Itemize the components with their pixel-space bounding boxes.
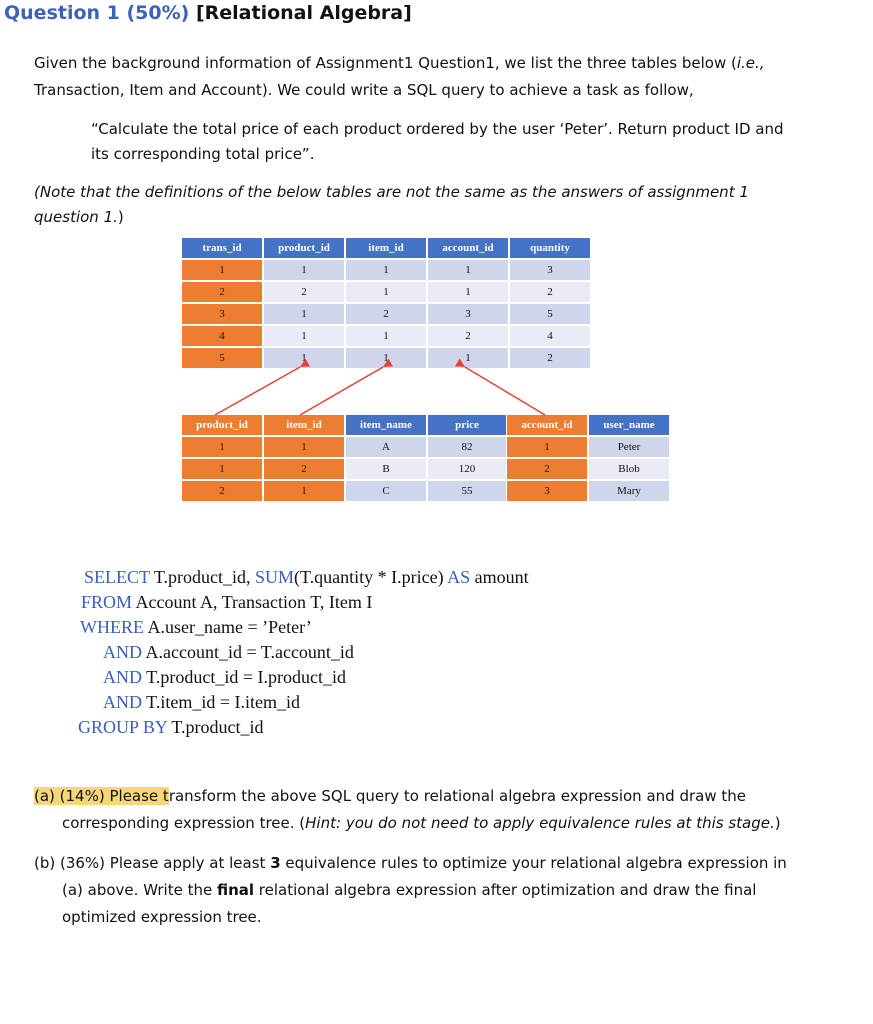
- question-a-close: ): [774, 814, 781, 832]
- table-cell: A: [346, 437, 426, 459]
- question-b-line1b: equivalence rules to optimize your relational algebra expression in: [280, 854, 787, 872]
- table-cell: 1: [346, 326, 426, 348]
- table-cell: 2: [264, 459, 344, 481]
- arrow-product-id: [215, 367, 300, 415]
- table-cell: 1: [264, 304, 344, 326]
- table-cell: 1: [507, 437, 587, 459]
- sql-and-kw: AND: [103, 667, 142, 687]
- table-cell: 1: [182, 437, 262, 459]
- table-cell: Mary: [589, 481, 669, 503]
- table-cell: 2: [507, 459, 587, 481]
- table-cell: 2: [428, 326, 508, 348]
- table-cell: 2: [182, 282, 262, 304]
- table-cell: 2: [182, 481, 262, 503]
- question-a-highlight: (a) (14%) Please t: [34, 787, 169, 805]
- table-cell: 1: [182, 459, 262, 481]
- table-cell: C: [346, 481, 426, 503]
- sql-and3: T.item_id = I.item_id: [142, 692, 300, 712]
- table-cell: 4: [182, 326, 262, 348]
- note-close: ): [117, 208, 124, 226]
- sql-from-rest: Account A, Transaction T, Item I: [132, 592, 373, 612]
- item-table: [180, 415, 508, 503]
- table-cell: 55: [428, 481, 506, 503]
- sql-from-kw: FROM: [81, 592, 133, 612]
- question-b-line3: optimized expression tree.: [62, 908, 262, 926]
- relationship-arrows: [0, 0, 873, 420]
- item-table-header-product-id: product_id: [182, 415, 262, 437]
- table-cell: 1: [264, 437, 344, 459]
- table-cell: 3: [510, 260, 590, 282]
- sql-group-rest: T.product_id: [167, 717, 264, 737]
- table-cell: 5: [510, 304, 590, 326]
- transaction-table-header-quantity: quantity: [510, 238, 590, 260]
- table-cell: 1: [264, 481, 344, 503]
- table-cell: 5: [182, 348, 262, 370]
- table-cell: 2: [264, 282, 344, 304]
- title-suffix: [Relational Algebra]: [195, 2, 412, 24]
- table-cell: 1: [264, 348, 344, 370]
- table-cell: 1: [264, 326, 344, 348]
- table-cell: 1: [346, 282, 426, 304]
- question-a: [34, 783, 854, 837]
- table-cell: 1: [428, 348, 508, 370]
- table-row: [507, 437, 669, 459]
- table-cell: 120: [428, 459, 506, 481]
- table-cell: 2: [510, 282, 590, 304]
- transaction-table-header-item-id: item_id: [346, 238, 426, 260]
- question-a-line1: ransform the above SQL query to relational algebra expression and draw the: [168, 787, 746, 805]
- table-row: [182, 481, 506, 503]
- question-b-line1a: (b) (36%) Please apply at least: [34, 854, 271, 872]
- table-cell: 3: [428, 304, 508, 326]
- account-table: [505, 415, 671, 503]
- arrow-item-id: [300, 367, 383, 415]
- table-cell: 3: [182, 304, 262, 326]
- question-a-line2: corresponding expression tree. (: [62, 814, 306, 832]
- sql-as-kw: AS: [447, 567, 471, 587]
- table-cell: B: [346, 459, 426, 481]
- question-b-line2a: (a) above. Write the: [62, 881, 217, 899]
- sql-from-line: [78, 590, 529, 615]
- transaction-table-header-product-id: product_id: [264, 238, 344, 260]
- sql-and1: A.account_id = T.account_id: [142, 642, 354, 662]
- question-b-num: 3: [270, 854, 281, 872]
- table-row: [507, 481, 669, 503]
- note-line1: (Note that the definitions of the below tables are not the same as the answers of assignment 1: [34, 183, 749, 201]
- table-cell: 82: [428, 437, 506, 459]
- sql-select-a: T.product_id,: [149, 567, 255, 587]
- sql-query: [78, 565, 529, 740]
- table-cell: Peter: [589, 437, 669, 459]
- sql-and-kw: AND: [103, 642, 142, 662]
- account-table-header-account-id: account_id: [507, 415, 587, 437]
- item-table-header-item-name: item_name: [346, 415, 426, 437]
- sql-select-kw: SELECT: [84, 567, 150, 587]
- table-cell: 1: [428, 260, 508, 282]
- table-cell: 2: [346, 304, 426, 326]
- table-cell: 1: [346, 348, 426, 370]
- table-row: [507, 459, 669, 481]
- sql-and-line-1: [78, 640, 529, 665]
- sql-and-kw: AND: [103, 692, 142, 712]
- table-cell: Blob: [589, 459, 669, 481]
- sql-where-kw: WHERE: [80, 617, 144, 637]
- sql-and-line-3: [78, 690, 529, 715]
- table-row: [182, 437, 506, 459]
- sql-group-line: [78, 715, 529, 740]
- title-prefix: Question 1 (50%): [4, 2, 190, 24]
- intro-ie: i.e.,: [736, 54, 765, 72]
- question-a-hint: Hint: you do not need to apply equivalence rules at this stage.: [305, 814, 775, 832]
- sql-select-b: (T.quantity * I.price): [294, 567, 448, 587]
- sql-and2: T.product_id = I.product_id: [142, 667, 346, 687]
- note-line2: question 1.: [34, 208, 118, 226]
- sql-and-line-2: [78, 665, 529, 690]
- question-b-final: final: [216, 881, 255, 899]
- intro-line1: Given the background information of Assignment1 Question1, we list the three tables below (: [34, 54, 737, 72]
- question-b: [34, 850, 854, 931]
- table-cell: 2: [510, 348, 590, 370]
- transaction-table-header-trans-id: trans_id: [182, 238, 262, 260]
- transaction-table-header-account-id: account_id: [428, 238, 508, 260]
- task-line2: its corresponding total price”.: [91, 145, 315, 163]
- arrow-account-id: [465, 367, 545, 415]
- table-row: [182, 459, 506, 481]
- sql-where-rest: A.user_name = ’Peter’: [143, 617, 312, 637]
- account-table-header-user-name: user_name: [589, 415, 669, 437]
- table-cell: 4: [510, 326, 590, 348]
- table-cell: 1: [182, 260, 262, 282]
- table-cell: 1: [264, 260, 344, 282]
- table-cell: 3: [507, 481, 587, 503]
- intro-line2: Transaction, Item and Account). We could write a SQL query to achieve a task as follow,: [34, 81, 694, 99]
- table-cell: 1: [428, 282, 508, 304]
- question-b-line2b: relational algebra expression after optimization and draw the final: [254, 881, 757, 899]
- item-table-header-price: price: [428, 415, 506, 437]
- sql-where-line: [78, 615, 529, 640]
- table-cell: 1: [346, 260, 426, 282]
- task-line1: “Calculate the total price of each product ordered by the user ‘Peter’. Return product ID and: [91, 120, 784, 138]
- sql-select-c: amount: [470, 567, 529, 587]
- sql-sum-kw: SUM: [255, 567, 295, 587]
- item-table-header-item-id: item_id: [264, 415, 344, 437]
- sql-select-line: [78, 565, 529, 590]
- sql-group-kw: GROUP BY: [78, 717, 168, 737]
